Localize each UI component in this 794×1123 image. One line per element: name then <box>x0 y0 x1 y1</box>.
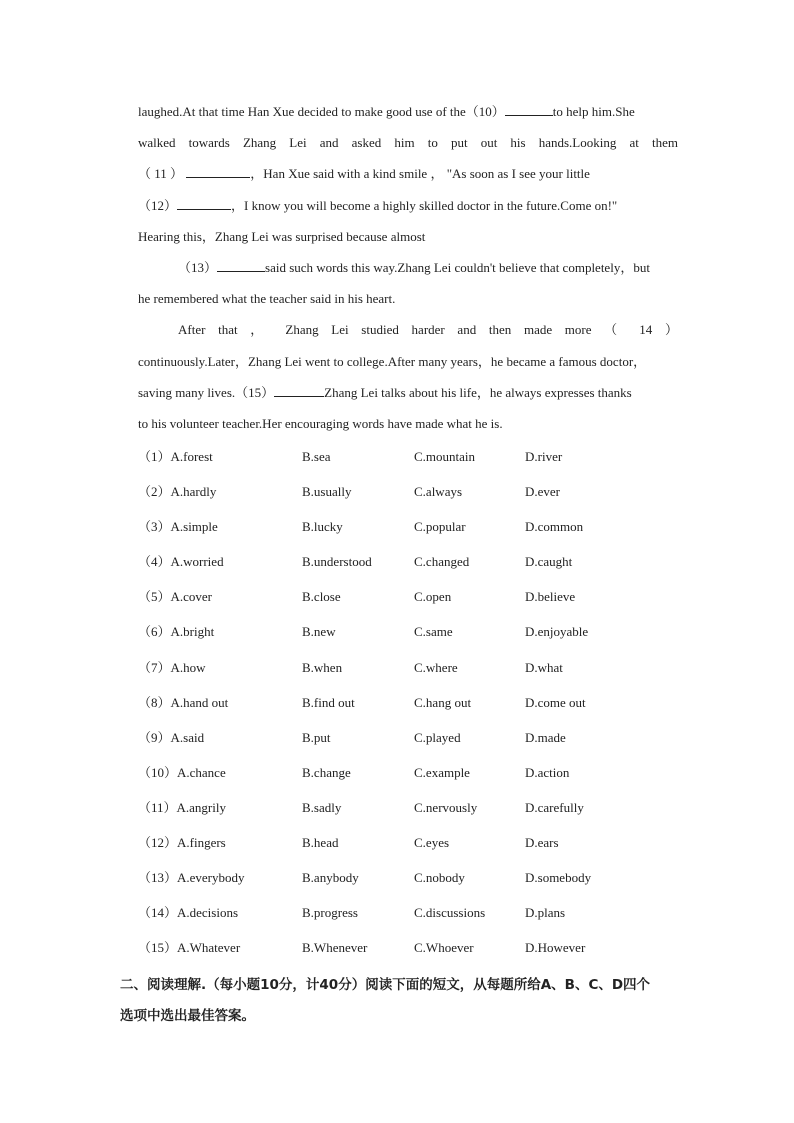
option-b: B.close <box>302 589 341 605</box>
passage-line-7: he remembered what the teacher said in his heart. <box>138 291 396 307</box>
option-row-6 <box>138 620 698 655</box>
answer-blank-13 <box>217 259 265 272</box>
option-row-15 <box>138 936 698 971</box>
option-c: C.nobody <box>414 870 465 886</box>
passage-line-3: （ 11 ） ，Han Xue said with a kind smile ， "As soon as I see your little <box>138 166 590 182</box>
option-row-2 <box>138 480 698 515</box>
option-d: D.common <box>525 519 584 535</box>
answer-blank-11 <box>186 165 250 178</box>
option-c: C.Whoever <box>414 940 474 956</box>
option-b: B.sadly <box>302 799 342 815</box>
option-b: B.head <box>302 835 339 851</box>
option-c: C.example <box>414 764 470 780</box>
option-d: D.ever <box>525 484 561 500</box>
option-b: B.sea <box>302 449 331 464</box>
option-a: （11）A.angrily <box>138 799 226 815</box>
option-row-7 <box>138 656 698 691</box>
option-d: D.action <box>525 764 570 780</box>
passage-line-4: （12） ，I know you will become a highly skilled doctor in the future.Come on!" <box>138 197 618 213</box>
option-row-5 <box>138 585 698 620</box>
option-c: C.always <box>414 484 463 500</box>
option-row-3 <box>138 515 698 550</box>
option-b: B.put <box>302 729 331 745</box>
option-b: B.anybody <box>302 870 359 886</box>
option-c: C.played <box>414 729 461 745</box>
passage-line-11: to his volunteer teacher.Her encouraging words have made what he is. <box>138 415 503 431</box>
option-d: D.carefully <box>525 799 584 815</box>
option-b: B.new <box>302 624 336 640</box>
option-d: D.plans <box>525 905 566 921</box>
option-a: （8）A.hand out <box>138 694 229 710</box>
option-a: （3）A.simple <box>138 519 218 535</box>
option-a: （5）A.cover <box>138 589 213 605</box>
option-c: C.popular <box>414 519 466 535</box>
option-row-11 <box>138 796 698 831</box>
option-d: D.river <box>525 449 563 464</box>
option-b: B.change <box>302 764 351 780</box>
passage-line-5: Hearing this，Zhang Lei was surprised because almost <box>138 228 426 244</box>
option-b: B.find out <box>302 694 355 710</box>
option-a: （12）A.fingers <box>138 835 226 851</box>
option-row-9 <box>138 726 698 761</box>
option-d: D.caught <box>525 554 573 570</box>
passage-line-1: laughed.At that time Han Xue decided to make good use of the（10） to help him.She <box>138 104 635 119</box>
answer-options <box>138 445 698 971</box>
option-b: B.progress <box>302 905 358 921</box>
option-c: C.open <box>414 589 452 605</box>
option-row-13 <box>138 866 698 901</box>
option-row-14 <box>138 901 698 936</box>
option-row-10 <box>138 761 698 796</box>
section-heading <box>120 970 680 1032</box>
option-row-4 <box>138 550 698 585</box>
option-a: （9）A.said <box>138 729 205 745</box>
option-b: B.usually <box>302 484 352 500</box>
option-a: （7）A.how <box>138 659 206 675</box>
option-row-1 <box>138 445 698 480</box>
option-b: B.understood <box>302 554 372 570</box>
answer-blank-15 <box>274 384 324 397</box>
option-a: （2）A.hardly <box>138 484 217 500</box>
passage-line-10: saving many lives.（15） Zhang Lei talks about his life，he always expresses thanks <box>138 384 632 400</box>
option-c: C.discussions <box>414 905 486 921</box>
answer-blank-12 <box>177 197 231 210</box>
cloze-passage <box>138 96 678 439</box>
option-a: （14）A.decisions <box>138 905 239 921</box>
option-b: B.Whenever <box>302 940 368 956</box>
answer-blank-10 <box>505 103 553 116</box>
option-c: C.same <box>414 624 453 640</box>
passage-line-6: （13） said such words this way.Zhang Lei couldn't believe that completely，but <box>178 259 650 275</box>
passage-line-8: After that ， Zhang Lei studied harder and then made more （ 14 ） <box>178 322 678 338</box>
option-d: D.However <box>525 940 586 956</box>
option-c: C.hang out <box>414 694 472 710</box>
option-a: （1）A.forest <box>138 449 213 464</box>
option-b: B.when <box>302 659 343 675</box>
option-a: （10）A.chance <box>138 764 226 780</box>
passage-line-9: continuously.Later，Zhang Lei went to college.After many years，he became a famous doctor， <box>138 353 647 369</box>
option-c: C.nervously <box>414 799 478 815</box>
option-row-8 <box>138 691 698 726</box>
option-c: C.where <box>414 659 458 675</box>
option-a: （13）A.everybody <box>138 870 245 886</box>
option-d: D.believe <box>525 589 576 605</box>
option-d: D.come out <box>525 694 586 710</box>
option-c: C.mountain <box>414 449 476 464</box>
option-row-12 <box>138 831 698 866</box>
passage-line-2: walked towards Zhang Lei and asked him to put out his hands.Looking at them <box>138 135 678 151</box>
option-d: D.made <box>525 729 566 745</box>
option-a: （4）A.worried <box>138 554 224 570</box>
option-b: B.lucky <box>302 519 343 535</box>
option-d: D.ears <box>525 835 559 851</box>
option-a: （6）A.bright <box>138 624 215 640</box>
option-c: C.eyes <box>414 835 450 851</box>
option-d: D.what <box>525 659 563 675</box>
option-d: D.somebody <box>525 870 592 886</box>
section-heading-line-1: 二、阅读理解.（每小题10分，计40分）阅读下面的短文，从每题所给A、B、C、D四个 <box>120 977 651 993</box>
option-a: （15）A.Whatever <box>138 940 241 956</box>
option-d: D.enjoyable <box>525 624 589 640</box>
option-c: C.changed <box>414 554 470 570</box>
section-heading-line-2: 选项中选出最佳答案。 <box>120 1008 255 1024</box>
